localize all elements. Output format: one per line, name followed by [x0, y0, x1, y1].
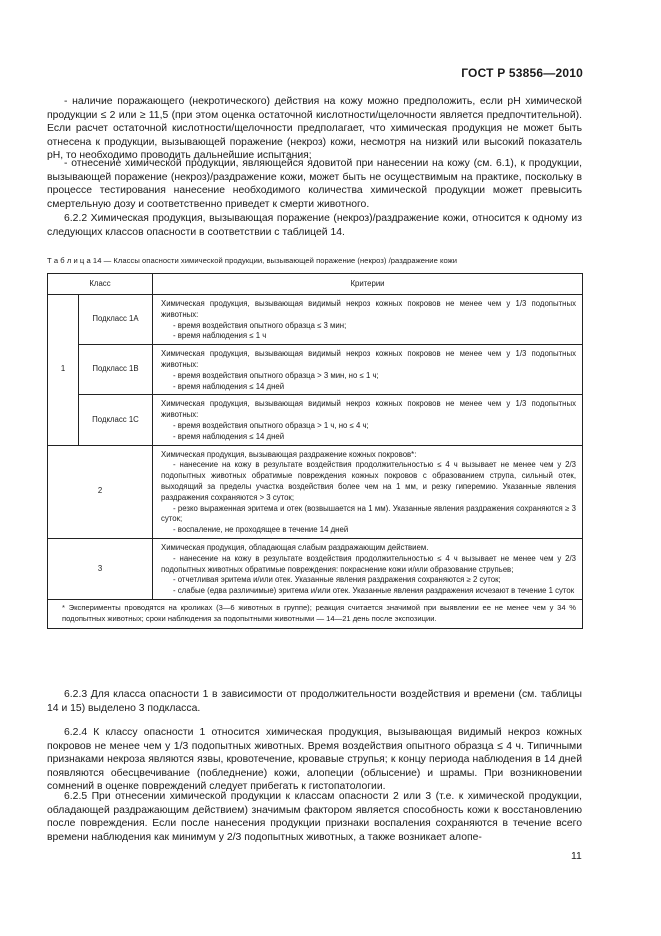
subclass-1b-criteria [153, 345, 583, 395]
paragraph-6-2-4: 6.2.4 К классу опасности 1 относится химическая продукция, вызывающая видимый некроз кожных покровов не менее чем у 1/3 подопытных животных. Время воздействия опытного образца ≤ 4 ч. Типичными признаками некроза являются язвы, кровотечение, кровавые струпья; к концу периода наблюдения в 14 дней появляются обесцвечивание (побледнение) кожи, алопеции (облысение) и шрамы. При возникновении сомнений в оценке повреждений следует прибегать к гистопатологии. [47, 727, 582, 793]
header-class: Класс [48, 274, 153, 295]
criteria-line: - время наблюдения ≤ 1 ч [173, 331, 267, 341]
table-row [48, 295, 583, 345]
criteria-line: - нанесение на кожу в результате воздействия продолжительностью ≤ 4 ч вызывает не менее чем у 2/3 подопытных животных обратимые повреждения: покраснение кожи и/или образование струпьев; [161, 553, 576, 574]
class-2-number: 2 [48, 445, 153, 538]
criteria-line: Химическая продукция, обладающая слабым раздражающим действием. [161, 542, 429, 552]
criteria-line: - отчетливая эритема и/или отек. Указанные явления раздражения сохраняются ≥ 2 суток; [173, 575, 501, 585]
subclass-1a-criteria [153, 295, 583, 345]
criteria-line: Химическая продукция, вызывающая раздражение кожных покровов*: [161, 449, 417, 459]
criteria-line: - слабые (едва различимые) эритема и/или отек. Указанные явления раздражения исчезают в течение 1 суток [173, 586, 575, 596]
page-number: 11 [571, 851, 582, 862]
class-3-criteria [153, 538, 583, 599]
criteria-line: Химическая продукция, вызывающая видимый некроз кожных покровов не менее чем у 1/3 подопытных животных: [161, 299, 576, 319]
criteria-line: - время воздействия опытного образца ≤ 3 мин; [173, 320, 347, 330]
criteria-line: - время наблюдения ≤ 14 дней [173, 431, 285, 441]
class-1-number: 1 [48, 295, 79, 446]
paragraph-6-2-5: 6.2.5 При отнесении химической продукции к классам опасности 2 или 3 (т.е. к химической продукции, обладающей раздражающим действием) значимым фактором является способность кожи к восстановлению после повреждения. Если после нанесения продукции признаки воспаления сохраняются в течение всего времени наблюдения как минимум у 2/3 подопытных животных, а также возникает алопе- [47, 791, 582, 843]
criteria-line: - время воздействия опытного образца > 1 ч, но ≤ 4 ч; [173, 420, 369, 430]
class-3-number: 3 [48, 538, 153, 599]
criteria-line: - воспаление, не проходящее в течение 14 дней [173, 525, 349, 535]
table-row [48, 345, 583, 395]
subclass-1c-criteria [153, 395, 583, 445]
class-2-criteria [153, 445, 583, 538]
table-row [48, 445, 583, 538]
hazard-class-table [47, 273, 583, 629]
paragraph-ph-criterion: - наличие поражающего (некротического) действия на кожу можно предположить, если pH химической продукции ≤ 2 или ≥ 11,5 (при этом оценка остаточной кислотности/щелочности является предпочтительной). Если расчет остаточной кислотности/щелочности предполагает, что химическая продукция не может быть отнесена к продукции, вызывающей поражение (некроз) кожи, несмотря на низкий или высокий показатель pH, то необходимо проводить дальнейшие испытания; [47, 96, 582, 162]
table-row [48, 395, 583, 445]
criteria-line: Химическая продукция, вызывающая видимый некроз кожных покровов не менее чем у 1/3 подопытных животных: [161, 399, 576, 420]
criteria-line: Химическая продукция, вызывающая видимый некроз кожных покровов не менее чем у 1/3 подопытных животных: [161, 349, 576, 369]
criteria-line: - резко выраженная эритема и отек (возвышается на 1 мм). Указанные явления раздражения сохраняются ≥ 3 суток; [161, 503, 576, 524]
paragraph-toxic-note: - отнесение химической продукции, являющейся ядовитой при нанесении на кожу (см. 6.1), к продукции, вызывающей поражение (некроз)/раздражение кожи, может быть не осуществимым на практике, поскольку в процессе тестирования нанесение необходимого количества химической продукции может превысить смертельную дозу и соответственно приведет к смерти животного. [47, 158, 582, 210]
table-footnote-row [48, 599, 583, 628]
header-criteria: Критерии [153, 274, 583, 295]
paragraph-6-2-3: 6.2.3 Для класса опасности 1 в зависимости от продолжительности воздействия и времени (см. таблицы 14 и 15) выделено 3 подкласса. [47, 689, 582, 714]
table-row [48, 538, 583, 599]
criteria-line: - время наблюдения ≤ 14 дней [173, 381, 285, 391]
table-footnote: * Эксперименты проводятся на кроликах (3—6 животных в группе); реакция считается значимой при выявлении ее не менее чем у 34 % подопытных животных; сроки наблюдения за подопытными животными — 14—21 день после экспозиции. [48, 599, 583, 628]
subclass-1c-name: Подкласс 1C [79, 395, 153, 445]
subclass-1b-name: Подкласс 1B [79, 345, 153, 395]
table-caption: Т а б л и ц а 14 — Классы опасности химической продукции, вызывающей поражение (некроз) /раздражение кожи [47, 256, 458, 265]
criteria-line: - нанесение на кожу в результате воздействия продолжительностью ≤ 4 ч вызывает не менее чем у 2/3 подопытных животных обратимые повреждения кожных покровов с образованием струпа, сильный отек, выходящий за пределы участка воздействия более чем на 1 мм, и резку гиперемию. Указанные явления раздражения сохраняются > 3 суток; [161, 460, 576, 502]
table-header-row [48, 274, 583, 295]
criteria-line: - время воздействия опытного образца > 3 мин, но ≤ 1 ч; [173, 370, 379, 380]
subclass-1a-name: Подкласс 1A [79, 295, 153, 345]
paragraph-6-2-2: 6.2.2 Химическая продукция, вызывающая поражение (некроз)/раздражение кожи, относится к одному из следующих классов опасности в соответствии с таблицей 14. [47, 213, 582, 238]
document-header: ГОСТ Р 53856—2010 [461, 66, 583, 80]
